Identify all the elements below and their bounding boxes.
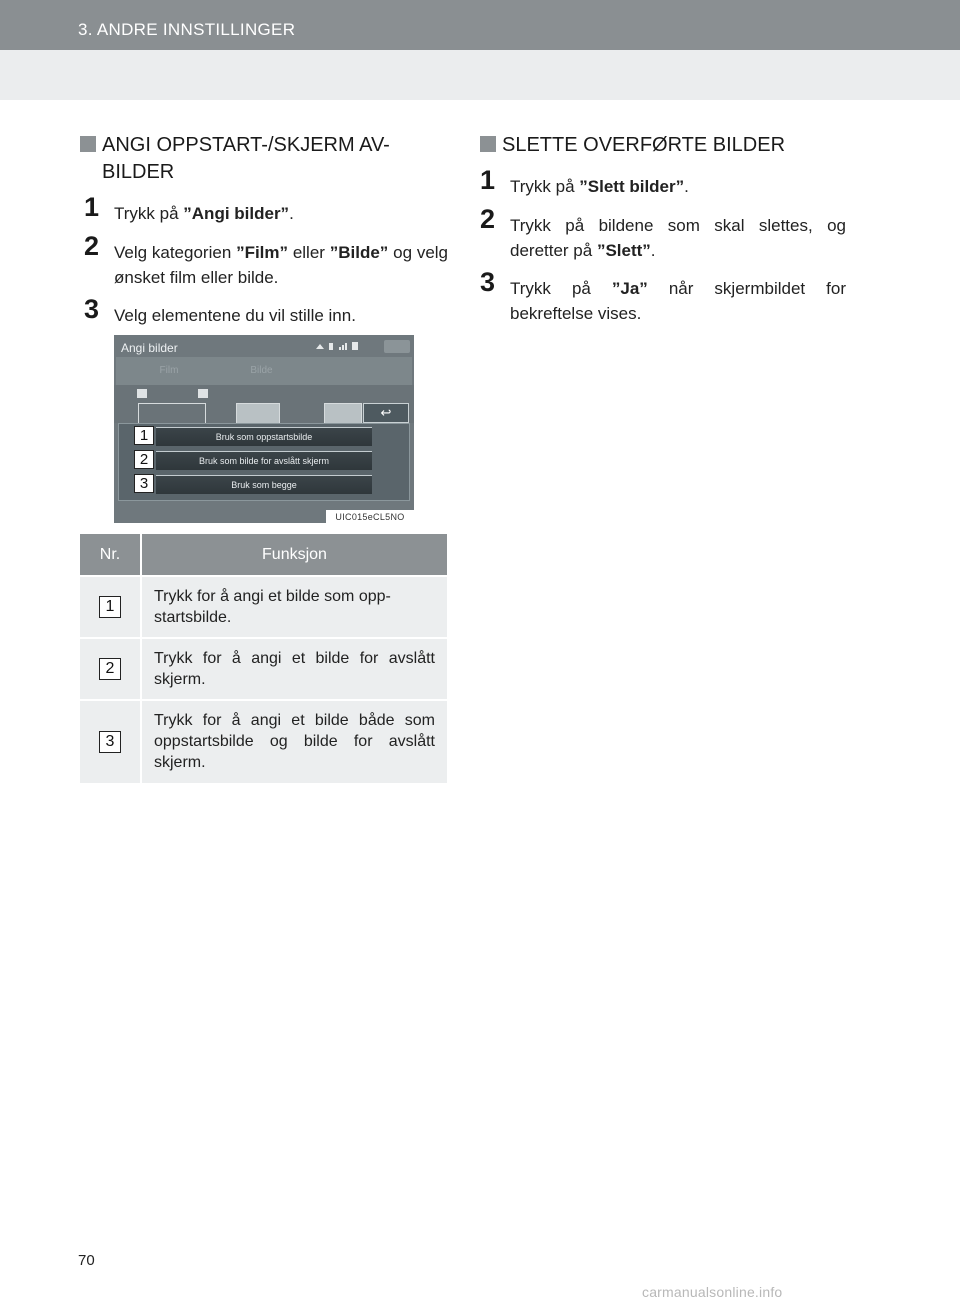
top-back-button[interactable] [384,340,410,353]
right-section-title: SLETTE OVERFØRTE BILDER [480,132,860,159]
chapter-header-bar [0,0,960,50]
table-row [80,699,447,783]
tab-film[interactable]: Film [159,365,179,376]
row-text: Trykk for å angi et bilde for avslått skjerm. [154,650,435,688]
header-band [0,50,960,100]
screen-title: Angi bilder [121,341,178,355]
row-number-box: 3 [99,731,121,753]
callout-2: 2 [134,450,154,469]
row-text: Trykk for å angi et bilde som opp- startsbilde. [154,588,391,626]
left-step-2: 2 Velg kategorien ”Film” eller ”Bilde” og velg ønsket film eller bilde. [84,231,448,287]
tab-bilde[interactable]: Bilde [250,365,273,376]
option-startup-image[interactable]: Bruk som oppstartsbilde [156,427,372,446]
function-table [80,534,447,783]
section-square-icon [480,136,496,152]
left-step-1: 1 Trykk på ”Angi bilder”. [84,192,294,223]
watermark: carmanualsonline.info [642,1284,783,1300]
image-code: UIC015eCL5NO [326,510,414,524]
right-step-2: 2 Trykk på bildene som skal slettes, og deretter på ”Slett”. [480,204,846,260]
table-header [80,534,447,575]
row-text: Trykk for å angi et bilde både som oppstartsbilde og bilde for avslått skjerm. [154,712,435,771]
delete-icon [198,389,208,398]
back-arrow-icon[interactable]: ↩ [363,403,409,423]
callout-1: 1 [134,426,154,445]
screen-illustration [114,335,414,523]
status-icons [314,341,374,353]
page-number: 70 [78,1252,95,1269]
chapter-title: 3. ANDRE INNSTILLINGER [78,20,296,39]
right-step-1: 1 Trykk på ”Slett bilder”. [480,165,689,196]
left-step-3: 3 Velg elementene du vil stille inn. [84,294,356,325]
option-both[interactable]: Bruk som begge [156,475,372,494]
callout-3: 3 [134,474,154,493]
table-row [80,575,447,637]
section-square-icon [80,136,96,152]
header-nr: Nr. [80,534,142,575]
table-row [80,637,447,699]
header-funksjon: Funksjon [262,545,327,563]
row-number-box: 2 [99,658,121,680]
left-section-title: ANGI OPPSTART-/SKJERM AV- BILDER [80,132,450,186]
image-icon [137,389,147,398]
row-number-box: 1 [99,596,121,618]
option-screen-off-image[interactable]: Bruk som bilde for avslått skjerm [156,451,372,470]
right-step-3: 3 Trykk på ”Ja” når skjermbildet for bekreftelse vises. [480,267,846,323]
